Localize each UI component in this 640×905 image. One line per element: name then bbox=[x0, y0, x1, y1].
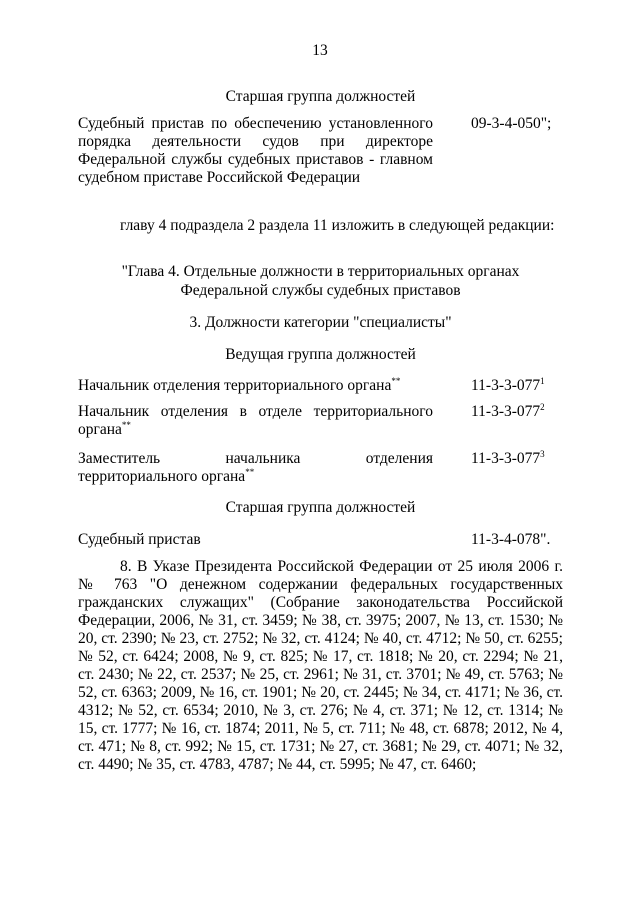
position-row-1 bbox=[78, 377, 563, 397]
position-text: Начальник отделения территориального органа** bbox=[78, 376, 401, 394]
position-code: $11-3-3-077^3$ bbox=[471, 449, 545, 467]
chapter-title-line1: "Глава 4. Отдельные должности в территориальных органах bbox=[121, 263, 520, 280]
position-row-2 bbox=[78, 403, 563, 443]
position-row-bailiff bbox=[78, 531, 563, 551]
position-code: 11-3-4-078". bbox=[471, 531, 551, 548]
position-text: Начальник отделения в отделе территориального органа** bbox=[78, 403, 433, 438]
position-text: Судебный пристав по обеспечению установленного порядка деятельности судов при директоре Федеральной службы судебных приставов - главном судебном приставе Российской Федерации bbox=[78, 115, 433, 186]
position-row-bailiff-courts bbox=[78, 115, 563, 207]
category-heading: 3. Должности категории "специалисты" bbox=[189, 314, 452, 331]
position-text: Судебный пристав bbox=[78, 531, 201, 548]
position-row-3 bbox=[78, 450, 563, 490]
position-code: $11-3-3-077^2$ bbox=[471, 402, 545, 420]
paragraph-8: 8. В Указе Президента Российской Федерации от 25 июля 2006 г. № 763 "О денежном содержании федеральных государственных гражданских служащих" (Собрание законодательства Российской Федерации, 2006, № 31, ст. 3459; № 38, ст. 3975; 2007, № 13, ст. 1530; № 20, ст. 2390; № 23, ст. 2752; № 32, ст. 4124; № 40, ст. 4712; № 50, ст. 6255; № 52, ст. 6424; 2008, № 9, ст. 825; № 17, ст. 1818; № 20, ст. 2294; № 21, ст. 2430; № 22, ст. 2537; № 25, ст. 2961; № 31, ст. 3701; № 49, ст. 5763; № 52, ст. 6363; 2009, № 16, ст. 1901; № 20, ст. 2445; № 34, ст. 4171; № 36, ст. 4312; № 52, ст. 6534; 2010, № 3, ст. 276; № 4, ст. 371; № 12, ст. 1314; № 15, ст. 1777; № 16, ст. 1874; 2011, № 5, ст. 711; № 48, ст. 6878; 2012, № 4, ст. 471; № 8, ст. 992; № 15, ст. 1731; № 27, ст. 3681; № 29, ст. 4071; № 32, ст. 4490; № 35, ст. 4783, 4787; № 44, ст. 5995; № 47, ст. 6460; bbox=[78, 558, 563, 773]
position-text: Заместитель начальника отделения территориального органа** bbox=[78, 450, 433, 485]
chapter-title-line2: Федеральной службы судебных приставов bbox=[180, 282, 461, 299]
senior-group-heading-top: Старшая группа должностей bbox=[225, 88, 416, 105]
page-number: 13 bbox=[312, 42, 328, 59]
leading-group-heading: Ведущая группа должностей bbox=[225, 346, 416, 363]
position-code: $11-3-3-077^1$ bbox=[471, 376, 545, 394]
position-code: 09-3-4-050"; bbox=[471, 115, 552, 132]
instruction-text: главу 4 подраздела 2 раздела 11 изложить в следующей редакции: bbox=[120, 217, 555, 234]
senior-group-heading: Старшая группа должностей bbox=[225, 499, 416, 516]
